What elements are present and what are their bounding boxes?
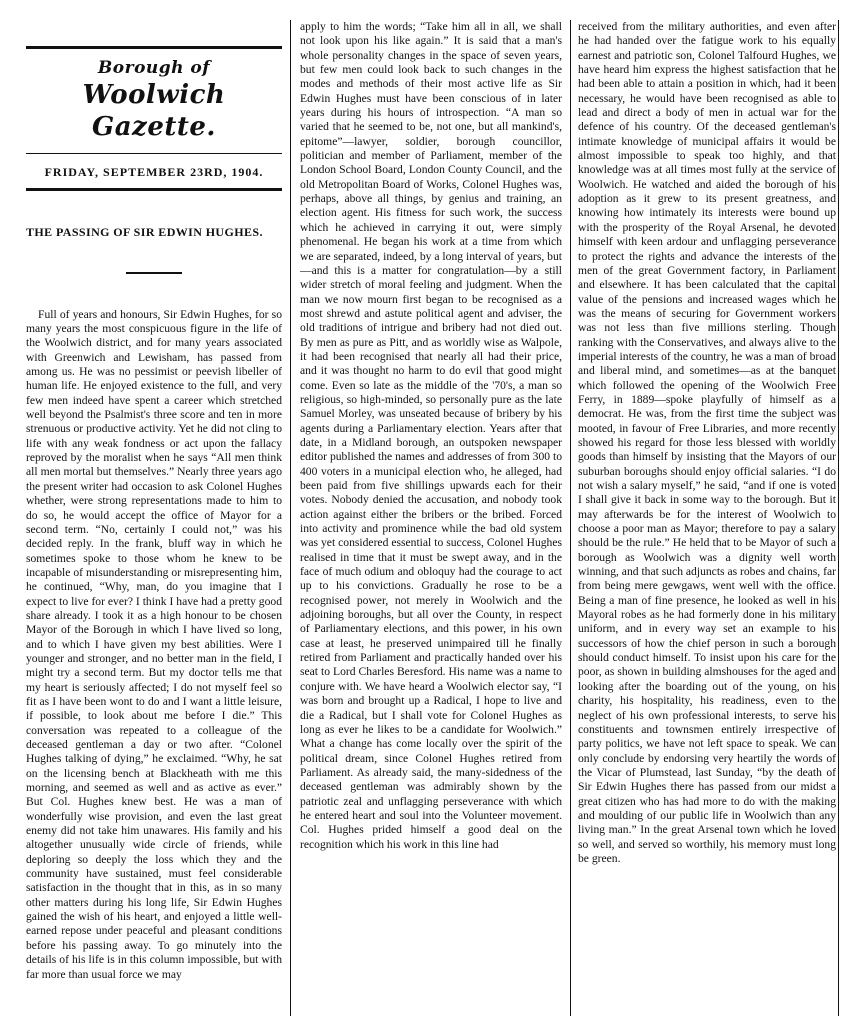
masthead-title: Woolwich Gazette.	[82, 80, 226, 142]
column-2	[300, 20, 562, 1018]
headline-rule	[126, 272, 182, 274]
article-text-col3: received from the military authorities, and even after he had handed over the fatigue work to his equally earnest and patriotic son, Colonel Talfourd Hughes, we have heard him express the highest satisfaction that he had been able to attain a position in which, had it been necessary, he would have been recognised as able to lead and direct a body of men in actual war for the defence of his country. Of the deceased gentleman's intimate knowledge of municipal affairs it would be almost impossible to speak too highly, and that knowledge was at all times most fully at the service of Woolwich. He watched and aided the borough of his adoption as it grew to its present greatness, and knowing how intimately its interests were bound up with the prosperity of the Royal Arsenal, he devoted himself with keen ardour and unflagging perseverance to protect the rights and advance the interests of the men of the great Government factory, in Parliament and elsewhere. It has been calculated that the capital value of the pensions and increased wages which he was the means of securing for Government workers was not less than five millions sterling. Though ranking with the Conservatives, and always alive to the imperial interests of the country, he was a man of broad and liberal mind, and sometimes—as at the banquet which followed the opening of the Woolwich Free Ferry, in 1889—spoke playfully of himself as a democrat. He was, from the first time the subject was mooted, in favour of Free Libraries, and more recently showed his regard for those less blessed with worldly goods than himself by insisting that the Mayors of our suburban boroughs should enjoy official salaries. “I do not wish a salary myself,” he said, “and if one is voted I shall give it back in some way to the borough. But it may afterwards be for the interest of Woolwich to choose a poor man as Mayor; therefore to pay a salary should be the rule.” He held that to be Mayor of such a borough as Woolwich was a dignity well worth winning, and that such adjuncts as robes and chains, far from being mere gewgaws, went well with the office. Being a man of fine presence, he looked as well in his Mayoral robes as he had formerly done in his military uniform, and in every way set an example to his successors of how the chief person in such a borough should conduct himself. To insist upon his care for the poor, as shown in building almshouses for the aged and looking after the boarding out of the young, on his charity, his hospitality, his readiness, even to the neglect of his own professional interests, to serve his constituents and townsmen entirely irrespective of party politics, we have not left space to speak. We can only conclude by endorsing very heartily the words of the Vicar of Plumstead, last Sunday, “by the death of Sir Edwin Hughes there has passed from our midst a great citizen who has had more to do with the making and moulding of our public life in Woolwich than any living man.” In the great Arsenal town which he loved so well, and served so worthily, his memory must long be green.	[578, 20, 836, 865]
dateline: FRIDAY, SEPTEMBER 23RD, 1904.	[44, 165, 264, 179]
column-3	[578, 20, 836, 1018]
masthead	[26, 57, 282, 143]
column-rule	[838, 20, 839, 1016]
dateline-rule	[26, 188, 282, 191]
masthead-top-rule	[26, 46, 282, 49]
article-text-col1: Full of years and honours, Sir Edwin Hughes, for so many years the most conspicuous figure in the life of the Woolwich district, and for many years associated with Greenwich and Lewisham, has passed from among us. He was no pessimist or peevish libeller of human life. He enjoyed existence to the full, and very few men indeed have spent a career which stretched well beyond the Psalmist's three score and ten in more strenuous or productive activity. Yet he did not cling to life with any weak fondness or act upon the fallacy reproved by the moralist when he says “All men think all men mortal but themselves.” Nearly three years ago the present writer had occasion to ask Colonel Hughes whether, were strong representations made to him to do so, he would accept the office of Mayor for a second term. “No, certainly I could not,” was his decided reply. In the frank, bluff way in which he sometimes spoke to those whom he knew to be incapable of misunderstanding or misrepresenting him, he continued, “Why, man, do you imagine that I expect to live for ever? I think I have had a pretty good share already. I took it as a high honour to be chosen Mayor of the Borough in which I have lived so long, and to which I have given my best abilities. Were I younger and stronger, and no better man in the field, I might try a second term. But my doctor tells me that my heart is seriously affected; I do not myself feel so fit as I have been wont to do and I want a little leisure, if possible, to look about me before I die.” This conversation was repeated to a colleague of the deceased gentleman a day or two after. “Colonel Hughes talking of dying,” he exclaimed. “Why, he sat on the licensing bench at Blackheath with me this morning, and seemed as well and as active as ever.” But Col. Hughes knew best. He was a man of wonderfully wise provision, and even the last great enemy did not take him unawares. His family and his altogether unusually wide circle of friends, while deploring so deeply the loss which they and the community have sustained, must feel considerable satisfaction in the thought that in this, as in so many other matters during his long life, Sir Edwin Hughes gained the wish of his heart, and enjoyed a little well-earned repose under peaceful and pleasant conditions before his passing away. To go minutely into the details of his life is in this column impossible, but with far more than usual force we may	[26, 307, 282, 981]
column-1	[26, 20, 282, 1018]
column-rule	[570, 20, 571, 1016]
masthead-line-1: Borough of	[97, 58, 211, 78]
column-rule	[290, 20, 291, 1016]
article-text-col2: apply to him the words; “Take him all in all, we shall not look upon his like again.” It is said that a man's whole personality changes in the space of seven years, but few men could look back to such changes in the modes and methods of their most active life as Sir Edwin Hughes must have been conscious of in later years during his hours of introspection. “A man so varied that he seemed to be, not one, but all mankind's, epitome”—lawyer, soldier, borough councillor, politician and member of Parliament, member of the London School Board, London County Council, and the old Metropolitan Board of Works, Colonel Hughes was, perhaps, above all things, by genius and training, an election agent. His fitness for such work, the success which he achieved in carrying it out, were simply phenomenal. He began his work at a time from which we are separated, indeed, by a long interval of years, but—and this is a matter for congratulation—by a still wider stretch of moral feeling and judgment. When the man we now mourn first began to be recognised as a most shrewd and astute political agent and adviser, the old traditions of intrigue and bribery had not died out. By men as pure as Pitt, and as worldly wise as Walpole, it had been recognised that nearly all had their price, and it was thought no harm to do evil that good might come. Even so late as the middle of the '70's, a man so religious, so high-minded, so personally pure as the late Samuel Morley, was unseated because of bribery by his agents during a Parliamentary election. Years after that date, in a Midland borough, an outspoken newspaper editor published the names and addresses of from 300 to 400 voters in a municipal election who, he alleged, had been paid from five shillings upwards each for their votes. Nobody denied the accusation, and nobody took action against either the bribers or the bribed. Forced into activity and prominence while the bad old system was yet considered essential to success, Colonel Hughes realised in time that it must be swept away, and in the face of much odium and obloquy had the courage to act up to his convictions. Gradually he rose to be a recognised power, not merely in Woolwich and the adjoining boroughs, but all over the County, in respect of Parliamentary elections, and this power, in his own case at least, he preserved unimpaired till he finally retired from Parliament and practically handed over his seat to Lord Charles Beresford. His name was a name to conjure with. We have heard a Woolwich elector say, “I was born and brought up a Radical, I hope to live and die a Radical, but I shall vote for Colonel Hughes as long as ever he likes to be a candidate for Woolwich.” What a change has come locally over the spirit of the political dream, since Colonel Hughes retired from Parliament. As already said, the many-sidedness of the deceased gentleman was admirably shown by the patriotic zeal and unflagging perseverance with which he entered heart and soul into the Volunteer movement. Col. Hughes prided himself a good deal on the recognition which his work in this line had	[300, 20, 562, 851]
article-headline: THE PASSING OF SIR EDWIN HUGHES.	[26, 225, 263, 240]
